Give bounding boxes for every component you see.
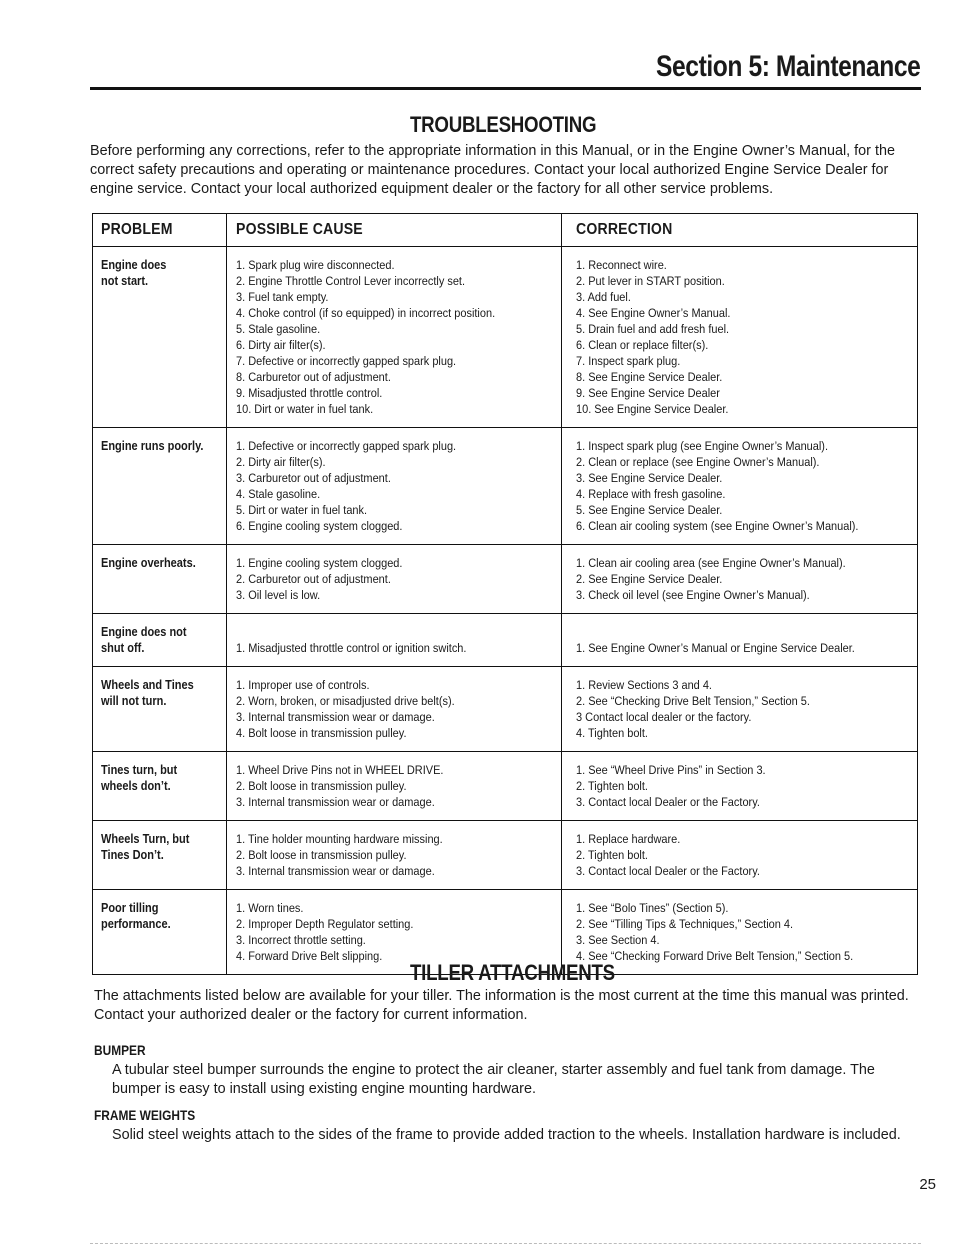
problem-cell: Engine does not start.: [93, 247, 227, 428]
cause-item: 3. Internal transmission wear or damage.: [236, 864, 435, 878]
troubleshooting-intro: Before performing any corrections, refer to the appropriate information in this Manual, or in the Engine Owner’s Manual, for the correct safety precautions and operating or maintenance procedures. Contact your local authorized Engine Service Dealer for engine service. Contact your local authorized equipment dealer or the factory for all other service problems.: [90, 143, 895, 197]
cause-item: 5. Stale gasoline.: [236, 322, 321, 336]
correction-item: 9. See Engine Service Dealer: [576, 386, 720, 400]
correction-item: 3. Add fuel.: [576, 290, 631, 304]
column-header-problem: PROBLEM: [93, 214, 227, 247]
cause-item: 4. Choke control (if so equipped) in incorrect position.: [236, 306, 496, 320]
cause-item: 2. Dirty air filter(s).: [236, 455, 326, 469]
cause-item: 1. Defective or incorrectly gapped spark plug.: [236, 439, 457, 453]
cause-item: 1. Misadjusted throttle control or ignition switch.: [236, 641, 467, 655]
problem-cell: Tines turn, but wheels don’t.: [93, 752, 227, 821]
bumper-text: A tubular steel bumper surrounds the engine to protect the air cleaner, starter assembly and fuel tank from damage. The bumper is easy to install using existing engine mounting hardware.: [112, 1062, 875, 1097]
troubleshooting-table: [92, 213, 918, 975]
cause-item: 3. Internal transmission wear or damage.: [236, 795, 435, 809]
cause-cell: [227, 821, 562, 890]
cause-item: 2. Improper Depth Regulator setting.: [236, 917, 414, 931]
column-header-correction: CORRECTION: [562, 214, 918, 247]
correction-item: 3. Check oil level (see Engine Owner’s Manual).: [576, 588, 810, 602]
cause-item: 2. Bolt loose in transmission pulley.: [236, 779, 407, 793]
cause-item: 9. Misadjusted throttle control.: [236, 386, 383, 400]
correction-item: 1. See Engine Owner’s Manual or Engine Service Dealer.: [576, 641, 855, 655]
cause-item: 7. Defective or incorrectly gapped spark plug.: [236, 354, 457, 368]
problem-cell: Engine runs poorly.: [93, 428, 227, 545]
correction-item: 4. Tighten bolt.: [576, 726, 648, 740]
cause-item: 3. Carburetor out of adjustment.: [236, 471, 391, 485]
correction-item: 6. Clean air cooling system (see Engine Owner’s Manual).: [576, 519, 859, 533]
cause-item: 2. Carburetor out of adjustment.: [236, 572, 391, 586]
cause-item: 1. Wheel Drive Pins not in WHEEL DRIVE.: [236, 763, 444, 777]
cause-item: 3. Internal transmission wear or damage.: [236, 710, 435, 724]
correction-cell: [562, 247, 918, 428]
cause-item: 2. Bolt loose in transmission pulley.: [236, 848, 407, 862]
correction-item: 5. Drain fuel and add fresh fuel.: [576, 322, 730, 336]
problem-cell: Engine does not shut off.: [93, 614, 227, 667]
table-row: [93, 752, 918, 821]
cause-item: 1. Tine holder mounting hardware missing.: [236, 832, 443, 846]
bumper-title: BUMPER: [94, 1042, 146, 1058]
cause-cell: [227, 614, 562, 667]
cause-cell: [227, 428, 562, 545]
correction-item: 2. Tighten bolt.: [576, 848, 648, 862]
correction-item: 5. See Engine Service Dealer.: [576, 503, 723, 517]
problem-cell: Poor tilling performance.: [93, 890, 227, 975]
correction-item: 1. Review Sections 3 and 4.: [576, 678, 712, 692]
correction-item: 3 Contact local dealer or the factory.: [576, 710, 752, 724]
correction-item: 2. See Engine Service Dealer.: [576, 572, 723, 586]
problem-cell: Wheels and Tines will not turn.: [93, 667, 227, 752]
table-row: [93, 428, 918, 545]
column-header-cause: POSSIBLE CAUSE: [227, 214, 562, 247]
cause-item: 1. Worn tines.: [236, 901, 304, 915]
cause-item: 3. Incorrect throttle setting.: [236, 933, 366, 947]
correction-cell: [562, 545, 918, 614]
correction-cell: [562, 428, 918, 545]
cause-item: 2. Worn, broken, or misadjusted drive belt(s).: [236, 694, 455, 708]
table-row: [93, 247, 918, 428]
problem-cell: Engine overheats.: [93, 545, 227, 614]
cause-item: 1. Spark plug wire disconnected.: [236, 258, 395, 272]
cause-item: 6. Engine cooling system clogged.: [236, 519, 403, 533]
cause-item: 8. Carburetor out of adjustment.: [236, 370, 391, 384]
cause-item: 4. Bolt loose in transmission pulley.: [236, 726, 407, 740]
correction-item: 3. See Engine Service Dealer.: [576, 471, 723, 485]
correction-item: 6. Clean or replace filter(s).: [576, 338, 709, 352]
correction-cell: [562, 614, 918, 667]
table-row: [93, 667, 918, 752]
cause-item: 2. Engine Throttle Control Lever incorrectly set.: [236, 274, 466, 288]
correction-cell: [562, 667, 918, 752]
correction-item: 2. Clean or replace (see Engine Owner’s Manual).: [576, 455, 820, 469]
problem-cell: Wheels Turn, but Tines Don’t.: [93, 821, 227, 890]
header-rule: [90, 87, 921, 90]
correction-item: 4. See Engine Owner’s Manual.: [576, 306, 731, 320]
correction-item: 1. Reconnect wire.: [576, 258, 667, 272]
correction-item: 4. Replace with fresh gasoline.: [576, 487, 726, 501]
page-number: 25: [919, 1176, 936, 1193]
correction-item: 2. See “Checking Drive Belt Tension,” Section 5.: [576, 694, 810, 708]
attachments-intro: The attachments listed below are available for your tiller. The information is the most current at the time this manual was printed. Contact your authorized dealer or the factory for current information.: [94, 988, 909, 1023]
correction-item: 2. Put lever in START position.: [576, 274, 725, 288]
correction-item: 1. Replace hardware.: [576, 832, 681, 846]
correction-item: 1. See “Wheel Drive Pins” in Section 3.: [576, 763, 766, 777]
correction-item: 3. Contact local Dealer or the Factory.: [576, 864, 760, 878]
correction-item: 1. Clean air cooling area (see Engine Owner’s Manual).: [576, 556, 846, 570]
correction-item: 3. Contact local Dealer or the Factory.: [576, 795, 760, 809]
correction-item: 1. Inspect spark plug (see Engine Owner’s Manual).: [576, 439, 829, 453]
cause-item: 3. Oil level is low.: [236, 588, 321, 602]
correction-item: 4. See “Checking Forward Drive Belt Tension,” Section 5.: [576, 949, 854, 963]
correction-item: 2. See “Tilling Tips & Techniques,” Section 4.: [576, 917, 794, 931]
correction-item: 3. See Section 4.: [576, 933, 660, 947]
correction-item: 10. See Engine Service Dealer.: [576, 402, 729, 416]
correction-item: 8. See Engine Service Dealer.: [576, 370, 723, 384]
cause-item: 5. Dirt or water in fuel tank.: [236, 503, 368, 517]
frame-weights-title: FRAME WEIGHTS: [94, 1107, 196, 1123]
cause-cell: [227, 247, 562, 428]
correction-item: 7. Inspect spark plug.: [576, 354, 681, 368]
cause-item: 10. Dirt or water in fuel tank.: [236, 402, 374, 416]
attachments-heading: TILLER ATTACHMENTS: [410, 960, 615, 985]
table-row: [93, 545, 918, 614]
cause-item: 4. Forward Drive Belt slipping.: [236, 949, 383, 963]
correction-item: 2. Tighten bolt.: [576, 779, 648, 793]
cause-item: 6. Dirty air filter(s).: [236, 338, 326, 352]
correction-cell: [562, 821, 918, 890]
correction-cell: [562, 752, 918, 821]
cause-cell: [227, 752, 562, 821]
table-row: [93, 614, 918, 667]
troubleshooting-heading: TROUBLESHOOTING: [410, 112, 597, 137]
cause-item: 1. Improper use of controls.: [236, 678, 370, 692]
section-title: Section 5: Maintenance: [655, 50, 920, 83]
frame-weights-text: Solid steel weights attach to the sides of the frame to provide added traction to the wheels. Installation hardware is included.: [112, 1127, 901, 1143]
cause-item: 4. Stale gasoline.: [236, 487, 321, 501]
cause-item: 3. Fuel tank empty.: [236, 290, 329, 304]
correction-item: 1. See “Bolo Tines” (Section 5).: [576, 901, 729, 915]
footer-line: [90, 1243, 921, 1245]
cause-item: 1. Engine cooling system clogged.: [236, 556, 403, 570]
table-header-row: [93, 214, 918, 247]
cause-cell: [227, 667, 562, 752]
cause-cell: [227, 545, 562, 614]
table-row: [93, 821, 918, 890]
